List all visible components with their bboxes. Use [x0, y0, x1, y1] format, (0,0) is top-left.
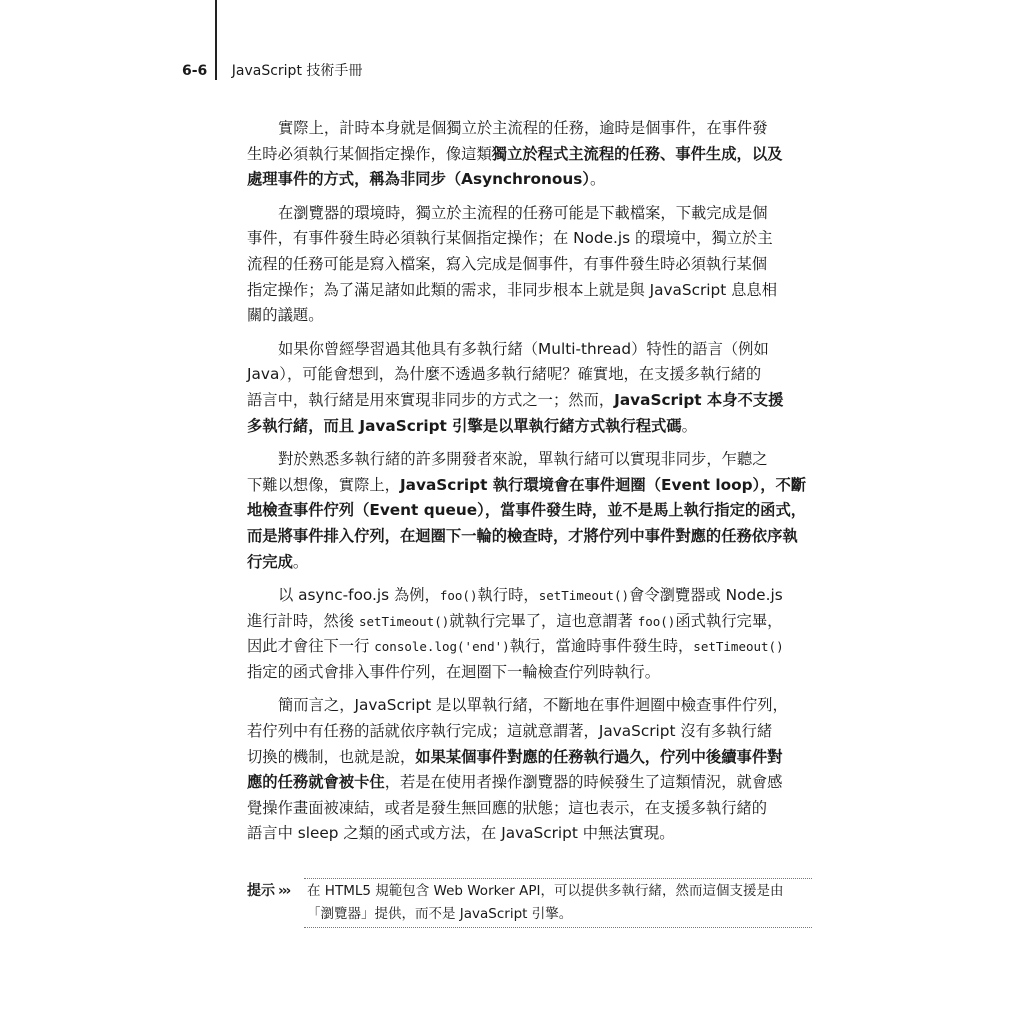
text-line [247, 116, 812, 142]
text-line [247, 414, 812, 440]
bold-text: 行完成 [247, 552, 293, 571]
text-run: 指定操作；為了滿足諸如此類的需求，非同步根本上就是與 JavaScript 息息相 [247, 280, 778, 299]
text-run: 對於熟悉多執行緒的許多開發者來說，單執行緒可以實現非同步，乍聽之 [278, 450, 768, 469]
inline-code: setTimeout() [693, 639, 784, 655]
text-line [247, 745, 812, 771]
text-line [247, 524, 812, 550]
text-run: 實際上，計時本身就是個獨立於主流程的任務，逾時是個事件，在事件發 [278, 119, 768, 137]
bold-text: JavaScript 執行環境會在事件迴圈（Event loop），不斷 [399, 475, 807, 494]
text-line [247, 660, 812, 686]
paragraph [247, 116, 812, 193]
bold-text: 如果某個事件對應的任務執行過久，佇列中後續事件對 [415, 747, 783, 766]
text-line [247, 201, 812, 227]
text-line [247, 796, 812, 822]
text-run: 就執行完畢了，這也意謂著 [449, 611, 638, 630]
text-run: ，若是在使用者操作瀏覽器的時候發生了這類情況，就會感 [384, 773, 783, 792]
bold-text: 應的任務就會被卡住 [247, 773, 385, 792]
text-run: 簡而言之，JavaScript 是以單執行緒，不斷地在事件迴圈中檢查事件佇列， [278, 696, 788, 715]
text-run: 以 async-foo.js 為例， [278, 586, 440, 605]
tip-line: 在 HTML5 規範包含 Web Worker API，可以提供多執行緒，然而這個支援是由 [307, 883, 784, 899]
text-run: 語言中 sleep 之類的函式或方法，在 JavaScript 中無法實現。 [247, 824, 675, 843]
text-line [247, 719, 812, 745]
text-line [247, 770, 812, 796]
text-run: 因此才會往下一行 [247, 637, 375, 656]
inline-code: setTimeout() [358, 613, 450, 629]
text-run: 執行，當逾時事件發生時， [509, 637, 694, 656]
inline-code: setTimeout() [538, 588, 630, 604]
tip-line: 「瀏覽器」提供，而不是 JavaScript 引擎。 [307, 906, 573, 922]
text-line [247, 388, 812, 414]
book-title: JavaScript 技術手冊 [231, 63, 363, 79]
text-run: 進行計時，然後 [247, 611, 359, 630]
inline-code: foo() [439, 588, 478, 604]
text-line [247, 498, 812, 524]
bold-text: 處理事件的方式，稱為非同步（Asynchronous） [247, 170, 591, 189]
text-line [247, 337, 812, 363]
bold-text: 而是將事件排入佇列，在迴圈下一輪的檢查時，才將佇列中事件對應的任務依序執 [247, 526, 798, 545]
text-line [247, 550, 812, 576]
text-run: 流程的任務可能是寫入檔案，寫入完成是個事件，有事件發生時必須執行某個 [247, 254, 768, 273]
tip-label-text: 提示 [247, 883, 275, 899]
text-run: 。 [681, 416, 697, 435]
text-line [247, 278, 812, 304]
bold-text: 多執行緒，而且 JavaScript 引擎是以單執行緒方式執行程式碼 [247, 416, 682, 435]
text-line [247, 473, 812, 499]
text-line [247, 303, 812, 329]
page-header [182, 60, 362, 80]
text-run: 指定的函式會排入事件佇列，在迴圈下一輪檢查佇列時執行。 [247, 662, 661, 681]
page-number: 6-6 [182, 63, 208, 79]
tip-body [307, 880, 812, 926]
text-line [247, 447, 812, 473]
text-run: 執行時， [477, 586, 539, 605]
tip-label [247, 880, 289, 903]
text-run: 生時必須執行某個指定操作，像這類 [247, 144, 492, 163]
text-line [247, 226, 812, 252]
bold-text: JavaScript 本身不支援 [614, 390, 784, 409]
text-run: 語言中，執行緒是用來實現非同步的方式之一；然而， [247, 390, 615, 409]
inline-code: foo() [637, 613, 676, 629]
text-run: 在瀏覽器的環境時，獨立於主流程的任務可能是下載檔案，下載完成是個 [278, 203, 768, 222]
paragraph [247, 201, 812, 329]
text-run: 。 [292, 552, 309, 571]
tip-arrows-icon: ››› [278, 883, 290, 899]
text-line [247, 583, 812, 609]
text-line [247, 821, 812, 847]
bold-text: 地檢查事件佇列（Event queue），當事件發生時，並不是馬上執行指定的函式， [247, 501, 807, 520]
paragraph [247, 447, 812, 575]
body-text [247, 116, 812, 855]
text-line [247, 362, 812, 388]
paragraph [247, 583, 812, 685]
paragraph [247, 693, 812, 847]
text-run: 。 [590, 170, 606, 189]
text-line [247, 609, 812, 635]
paragraph [247, 337, 812, 439]
text-run: 切換的機制，也就是說， [247, 747, 416, 766]
text-line [247, 167, 812, 193]
text-run: Java），可能會想到，為什麼不透過多執行緒呢？確實地，在支援多執行緒的 [247, 365, 762, 384]
text-run: 會令瀏覽器或 Node.js [629, 586, 783, 605]
inline-code: console.log('end') [374, 639, 510, 655]
text-run: 關的議題。 [247, 306, 324, 325]
text-line [247, 252, 812, 278]
bold-text: 獨立於程式主流程的任務、事件生成，以及 [491, 144, 783, 163]
text-run: 事件，有事件發生時必須執行某個指定操作；在 Node.js 的環境中，獨立於主 [247, 229, 773, 248]
tip-bottom-divider [304, 927, 812, 928]
text-run: 覺操作畫面被凍結，或者是發生無回應的狀態；這也表示，在支援多執行緒的 [247, 798, 768, 817]
text-line [247, 693, 812, 719]
text-run: 如果你曾經學習過其他具有多執行緒（Multi-thread）特性的語言（例如 [278, 339, 769, 358]
text-run: 函式執行完畢， [675, 611, 783, 630]
text-line [247, 634, 812, 660]
text-run: 下難以想像，實際上， [247, 475, 400, 494]
text-line [247, 142, 812, 168]
text-run: 若佇列中有任務的話就依序執行完成；這就意謂著，JavaScript 沒有多執行緒 [247, 722, 773, 741]
tip-top-divider [304, 878, 812, 879]
